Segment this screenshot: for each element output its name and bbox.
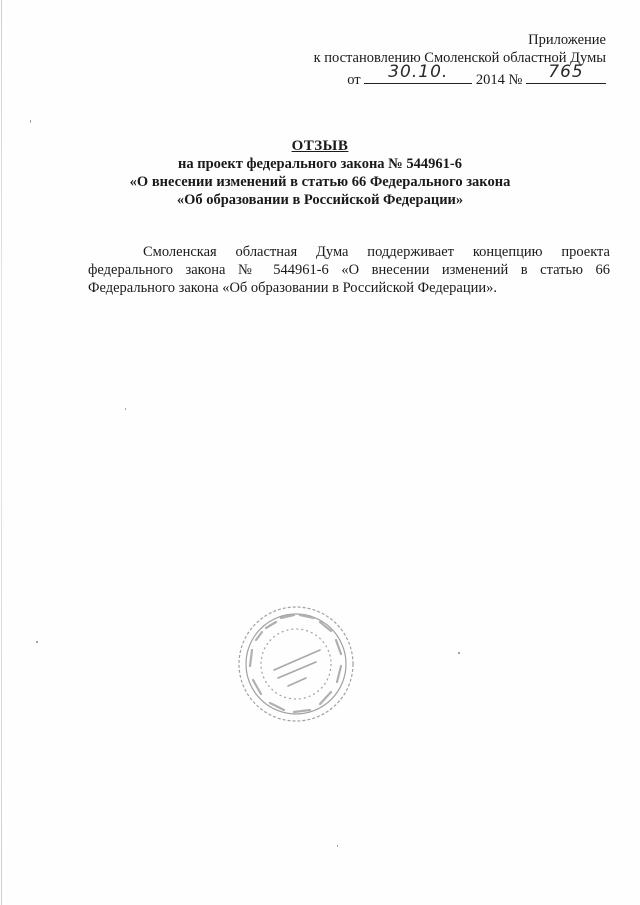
title-line-4: «Об образовании в Российской Федерации» [176, 192, 464, 208]
scan-speck [125, 408, 126, 410]
title-main: ОТЗЫВ [291, 138, 349, 154]
page-edge [1, 0, 2, 905]
appendix-date-line [314, 62, 606, 89]
scan-speck [36, 641, 38, 643]
number-field [526, 62, 606, 84]
official-stamp-seal [236, 604, 356, 724]
year-label: 2014 № [475, 72, 523, 88]
handwritten-date: 30.10. [388, 62, 449, 82]
body-paragraph: Смоленская областная Дума поддерживает концепцию проекта федерального закона № 544961-6 «О внесении изменений в статью 66 Федерального закона «Об образовании в Российской Федерации». [88, 244, 610, 296]
appendix-reference: к постановлению Смоленской областной Думы [313, 50, 606, 66]
document-title [0, 137, 640, 209]
date-prefix: от [347, 72, 361, 88]
handwritten-number: 765 [548, 62, 584, 82]
title-line-3: «О внесении изменений в статью 66 Федерального закона [129, 174, 511, 190]
title-line-2: на проект федерального закона № 544961-6 [178, 156, 462, 172]
scan-speck [458, 652, 460, 654]
scan-speck [337, 845, 338, 847]
date-field [364, 62, 472, 84]
appendix-header [314, 31, 606, 89]
appendix-label: Приложение [528, 32, 606, 48]
scan-speck [30, 120, 31, 123]
